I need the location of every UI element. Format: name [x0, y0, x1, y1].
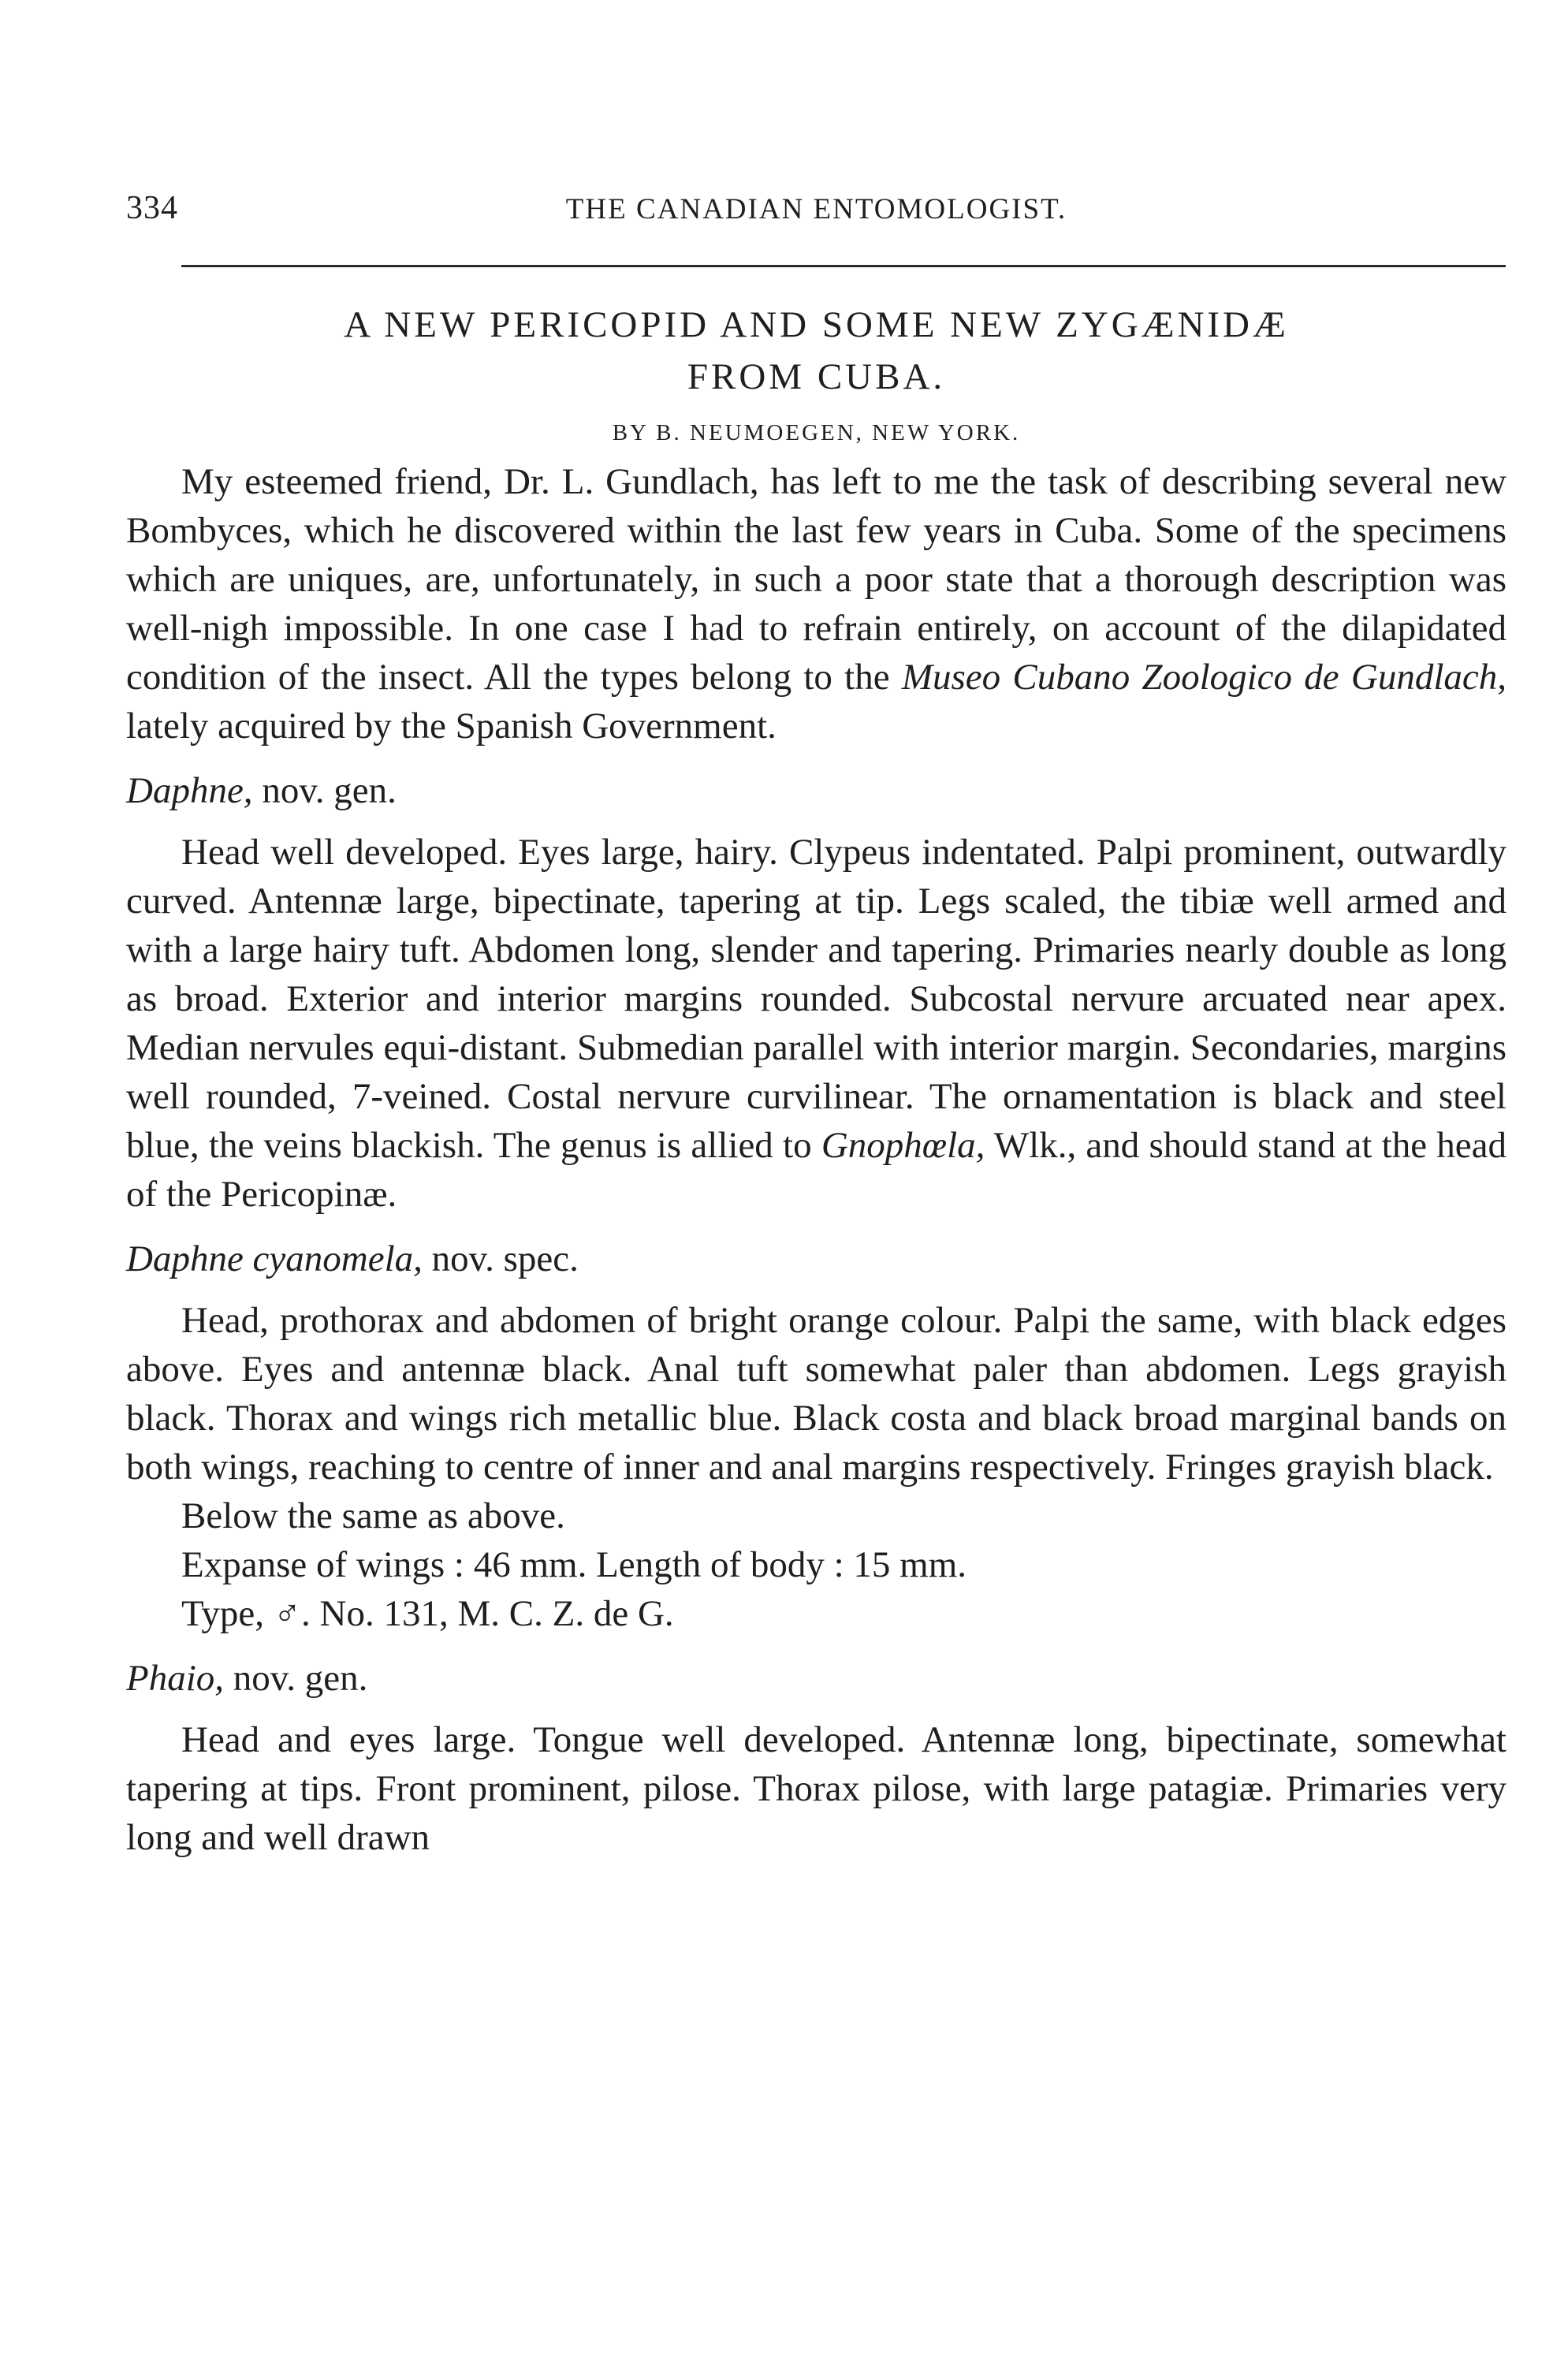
intro-paragraph — [126, 457, 1507, 750]
article-byline: BY B. NEUMOEGEN, NEW YORK. — [612, 420, 1021, 445]
journal-title: THE CANADIAN ENTOMOLOGIST. — [565, 193, 1067, 225]
allied-genus-name: Gnophœla, — [821, 1125, 985, 1166]
genus-status-daphne: nov. gen. — [252, 770, 397, 811]
genus-status-phaio: nov. gen. — [224, 1658, 368, 1699]
article-title-line-2: FROM CUBA. — [687, 356, 946, 397]
header-rule — [181, 265, 1506, 267]
page-number: 334 — [126, 190, 178, 226]
intro-text-a: My esteemed friend, Dr. L. Gundlach, has left to me the task of describing several new Bombyces, which he discovered within the last few years in Cuba. Some of the specimens which are uniques, are, unfortunately, in such a poor state that a thorough description was well-nigh impossible. In one case I had to refrain entirely, on account of the dilapidated condition of the insect. All the types belong to the — [126, 461, 1507, 698]
museum-name: Museo Cubano Zoologico de Gundlach, — [901, 657, 1507, 698]
species-name-cyanomela: Daphne cyanomela, — [126, 1238, 423, 1279]
intro-text-b: lately acquired by the Spanish Government. — [126, 706, 777, 747]
genus-description-phaio: Head and eyes large. Tongue well developed. Antennæ long, bipectinate, somewhat tapering at tips. Front prominent, pilose. Thorax pilose, with large patagiæ. Primaries very long and well drawn — [126, 1719, 1507, 1858]
genus-name-phaio: Phaio, — [126, 1658, 225, 1699]
species-below-note: Below the same as above. — [181, 1495, 565, 1536]
genus-description-daphne — [126, 828, 1507, 1219]
species-status-cyanomela: nov. spec. — [422, 1238, 579, 1279]
genus-text-b: Wlk., and should stand at the head of the Pericopinæ. — [126, 1125, 1507, 1215]
running-head — [126, 189, 1507, 236]
genus-text-a: Head well developed. Eyes large, hairy. Clypeus indentated. Palpi prominent, outwardly curved. Antennæ large, bipectinate, tapering at tip. Legs scaled, the tibiæ well armed and with a large hairy tuft. Abdomen long, slender and tapering. Primaries nearly double as long as broad. Exterior and interior margins rounded. Subcostal nervure arcuated near apex. Median nervules equi-distant. Submedian parallel with interior margin. Secondaries, margins well rounded, 7-veined. Costal nervure curvilinear. The ornamentation is black and steel blue, the veins blackish. The genus is allied to — [126, 832, 1507, 1166]
genus-heading-daphne — [126, 766, 1507, 815]
species-expanse: Expanse of wings : 46 mm. Length of body : 15 mm. — [181, 1544, 967, 1585]
genus-name-daphne: Daphne, — [126, 770, 253, 811]
article-title-line-1: A NEW PERICOPID AND SOME NEW ZYGÆNIDÆ — [344, 304, 1289, 345]
species-description-cyanomela: Head, prothorax and abdomen of bright orange colour. Palpi the same, with black edges above. Eyes and antennæ black. Anal tuft somewhat paler than abdomen. Legs grayish black. Thorax and wings rich metallic blue. Black costa and black broad marginal bands on both wings, reaching to centre of inner and anal margins respectively. Fringes grayish black. — [126, 1300, 1507, 1488]
species-heading-cyanomela — [126, 1234, 1507, 1283]
species-type: Type, ♂. No. 131, M. C. Z. de G. — [181, 1593, 674, 1634]
genus-heading-phaio — [126, 1654, 1507, 1703]
article-title — [126, 299, 1507, 403]
